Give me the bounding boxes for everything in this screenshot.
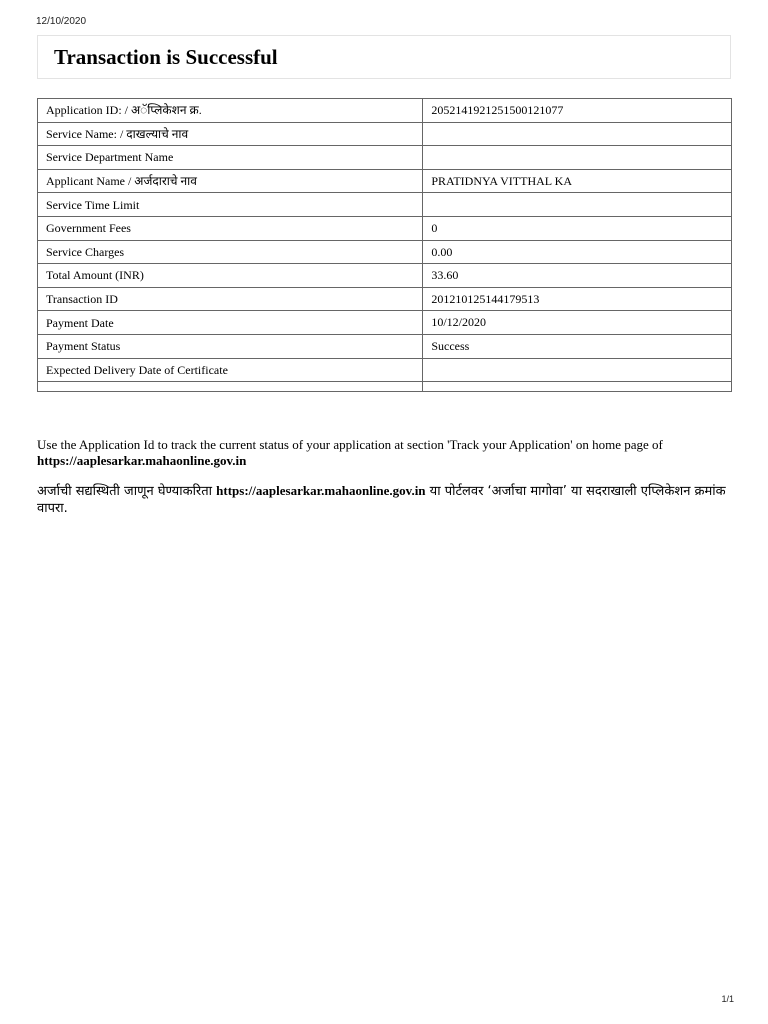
- table-row-service-name: [38, 122, 732, 146]
- table-row-spacer: [38, 382, 732, 392]
- spacer-cell: [38, 382, 423, 392]
- row-label: Service Name: / दाखल्याचे नाव: [38, 122, 423, 146]
- table-row-service-department: [38, 146, 732, 170]
- row-label: Payment Status: [38, 334, 423, 358]
- page-title: Transaction is Successful: [54, 45, 278, 69]
- tracking-note-english: [37, 437, 737, 469]
- row-label: Service Department Name: [38, 146, 423, 170]
- row-value: 0.00: [423, 240, 732, 264]
- row-value: [423, 122, 732, 146]
- row-label: Service Charges: [38, 240, 423, 264]
- row-value: Success: [423, 334, 732, 358]
- print-date: 12/10/2020: [36, 16, 87, 27]
- table-row-transaction-id: [38, 287, 732, 311]
- tracking-note-marathi: [37, 482, 737, 517]
- table-row-service-time-limit: [38, 193, 732, 217]
- row-value: 33.60: [423, 264, 732, 288]
- row-value: 10/12/2020: [423, 311, 732, 335]
- row-label: Transaction ID: [38, 287, 423, 311]
- tracking-note-marathi-before: अर्जाची सद्यस्थिती जाणून घेण्याकरिता: [37, 484, 217, 499]
- row-value: [423, 358, 732, 382]
- row-value: 2052141921251500121077: [423, 99, 732, 123]
- title-panel: [37, 35, 731, 79]
- portal-link-marathi[interactable]: https://aaplesarkar.mahaonline.gov.in: [216, 483, 426, 498]
- row-label: Total Amount (INR): [38, 264, 423, 288]
- tracking-note-marathi-after: या पोर्टलवर ‘अर्जाचा मागोवा’ या सदराखाली एप्लिकेशन क्रमांक वापरा.: [37, 484, 726, 516]
- row-label: Service Time Limit: [38, 193, 423, 217]
- row-value: [423, 193, 732, 217]
- table-row-payment-status: [38, 334, 732, 358]
- table-row-payment-date: [38, 311, 732, 335]
- row-label: Application ID: / अॅप्लिकेशन क्र.: [38, 99, 423, 123]
- row-label: Expected Delivery Date of Certificate: [38, 358, 423, 382]
- row-value: [423, 146, 732, 170]
- table-row-total-amount: [38, 264, 732, 288]
- table-row-government-fees: [38, 216, 732, 240]
- row-label: Payment Date: [38, 311, 423, 335]
- page-number: 1/1: [721, 994, 734, 1004]
- table-row-applicant-name: [38, 169, 732, 193]
- spacer-cell: [423, 382, 732, 392]
- table-row-expected-delivery: [38, 358, 732, 382]
- portal-link[interactable]: https://aaplesarkar.mahaonline.gov.in: [37, 453, 247, 468]
- row-value: 0: [423, 216, 732, 240]
- table-row-service-charges: [38, 240, 732, 264]
- transaction-details-table: [37, 98, 732, 392]
- tracking-note-text: Use the Application Id to track the current status of your application at section 'Track your Application' on home page of: [37, 437, 663, 452]
- row-value: 201210125144179513: [423, 287, 732, 311]
- table-row-application-id: [38, 99, 732, 123]
- row-value: PRATIDNYA VITTHAL KA: [423, 169, 732, 193]
- row-label: Applicant Name / अर्जदाराचे नाव: [38, 169, 423, 193]
- row-label: Government Fees: [38, 216, 423, 240]
